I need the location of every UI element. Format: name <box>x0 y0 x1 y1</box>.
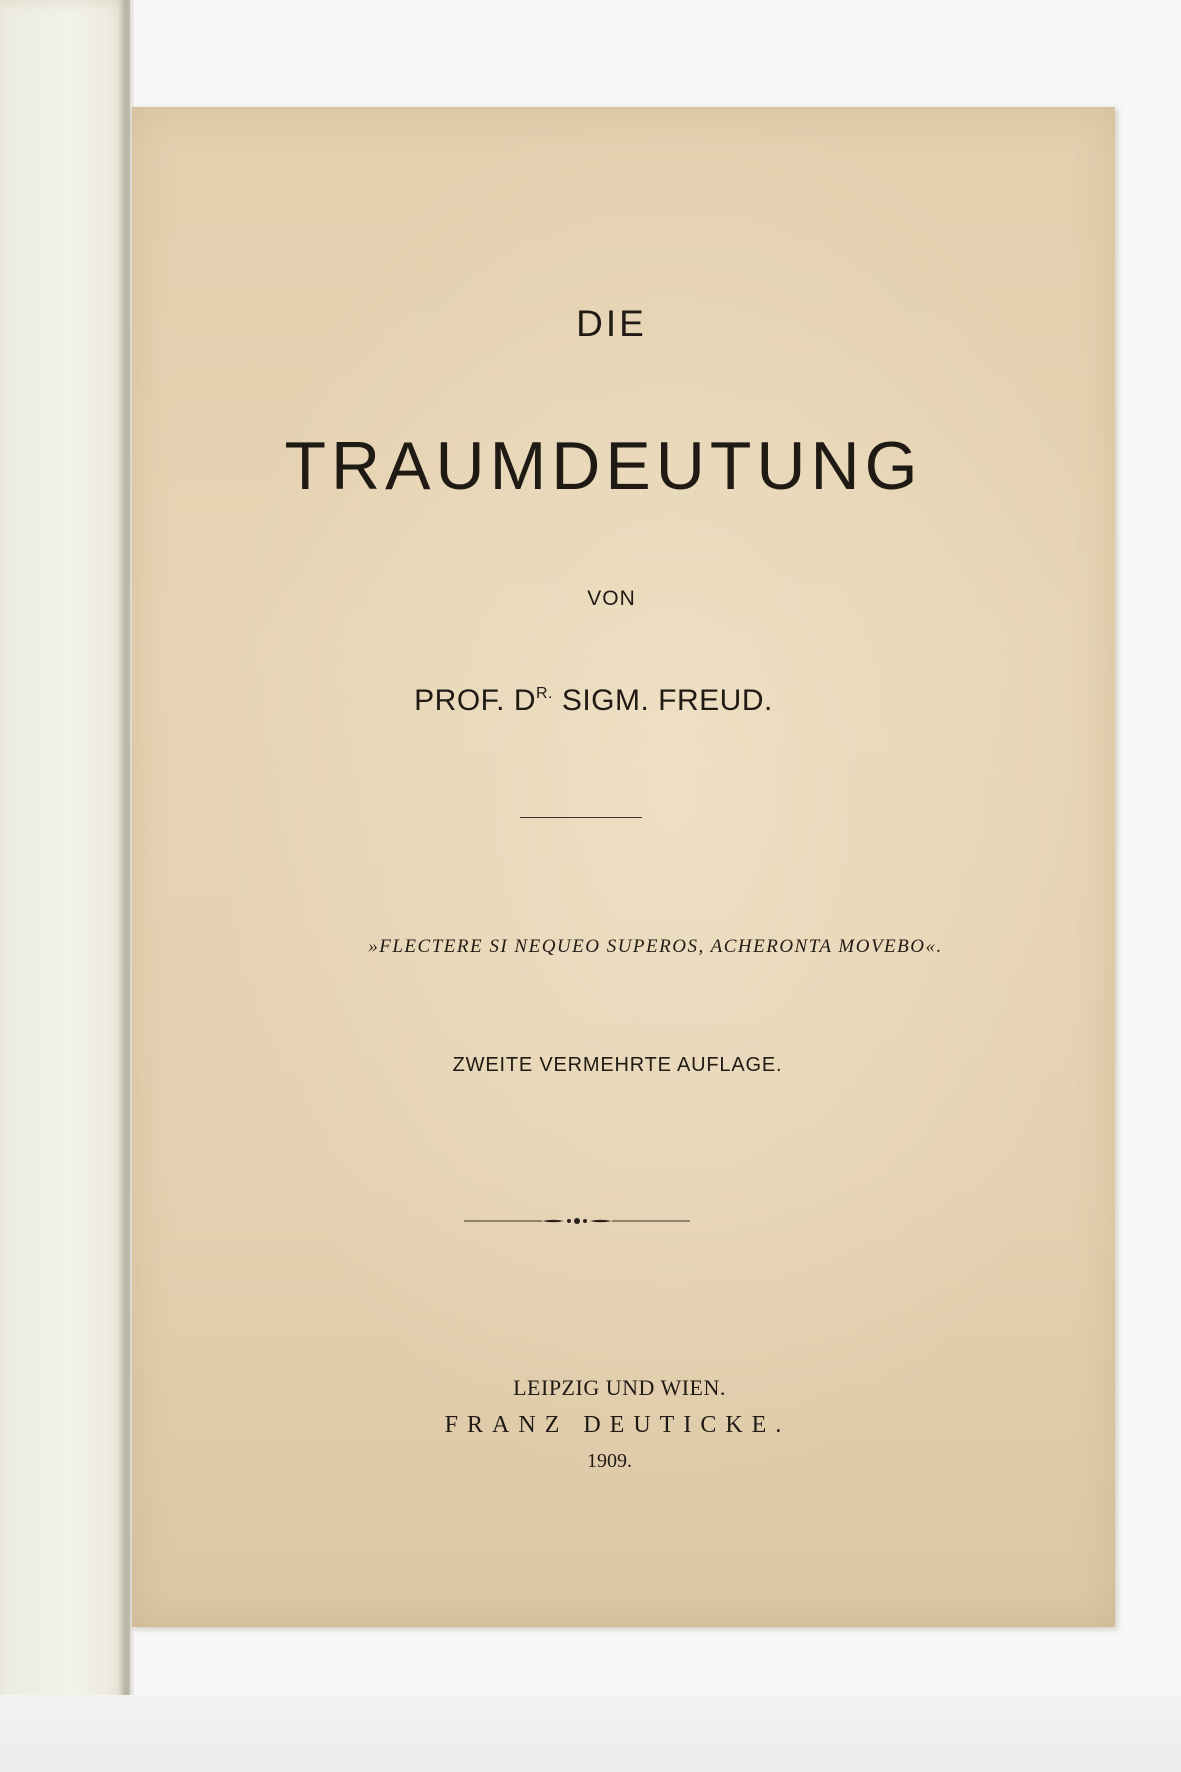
author-prefix: PROF. D <box>414 684 536 717</box>
by-line: VON <box>587 587 636 610</box>
motto: »FLECTERE SI NEQUEO SUPEROS, ACHERONTA MOVEBO«. <box>368 936 943 957</box>
author-title-superscript: R. <box>536 685 553 702</box>
author-name: SIGM. FREUD. <box>553 684 773 717</box>
background-surface <box>0 1695 1181 1772</box>
publication-year: 1909. <box>587 1450 632 1472</box>
title-page <box>132 107 1115 1627</box>
divider-rule-icon <box>520 817 642 818</box>
title-article: DIE <box>576 303 647 344</box>
fleuron-divider-icon <box>464 1214 690 1228</box>
author-line <box>102 684 1085 718</box>
edition-statement: ZWEITE VERMEHRTE AUFLAGE. <box>452 1054 783 1076</box>
publication-place: LEIPZIG UND WIEN. <box>513 1375 726 1400</box>
book-title: TRAUMDEUTUNG <box>284 428 923 504</box>
flyleaf <box>0 0 130 1772</box>
publisher: FRANZ DEUTICKE. <box>444 1412 791 1438</box>
